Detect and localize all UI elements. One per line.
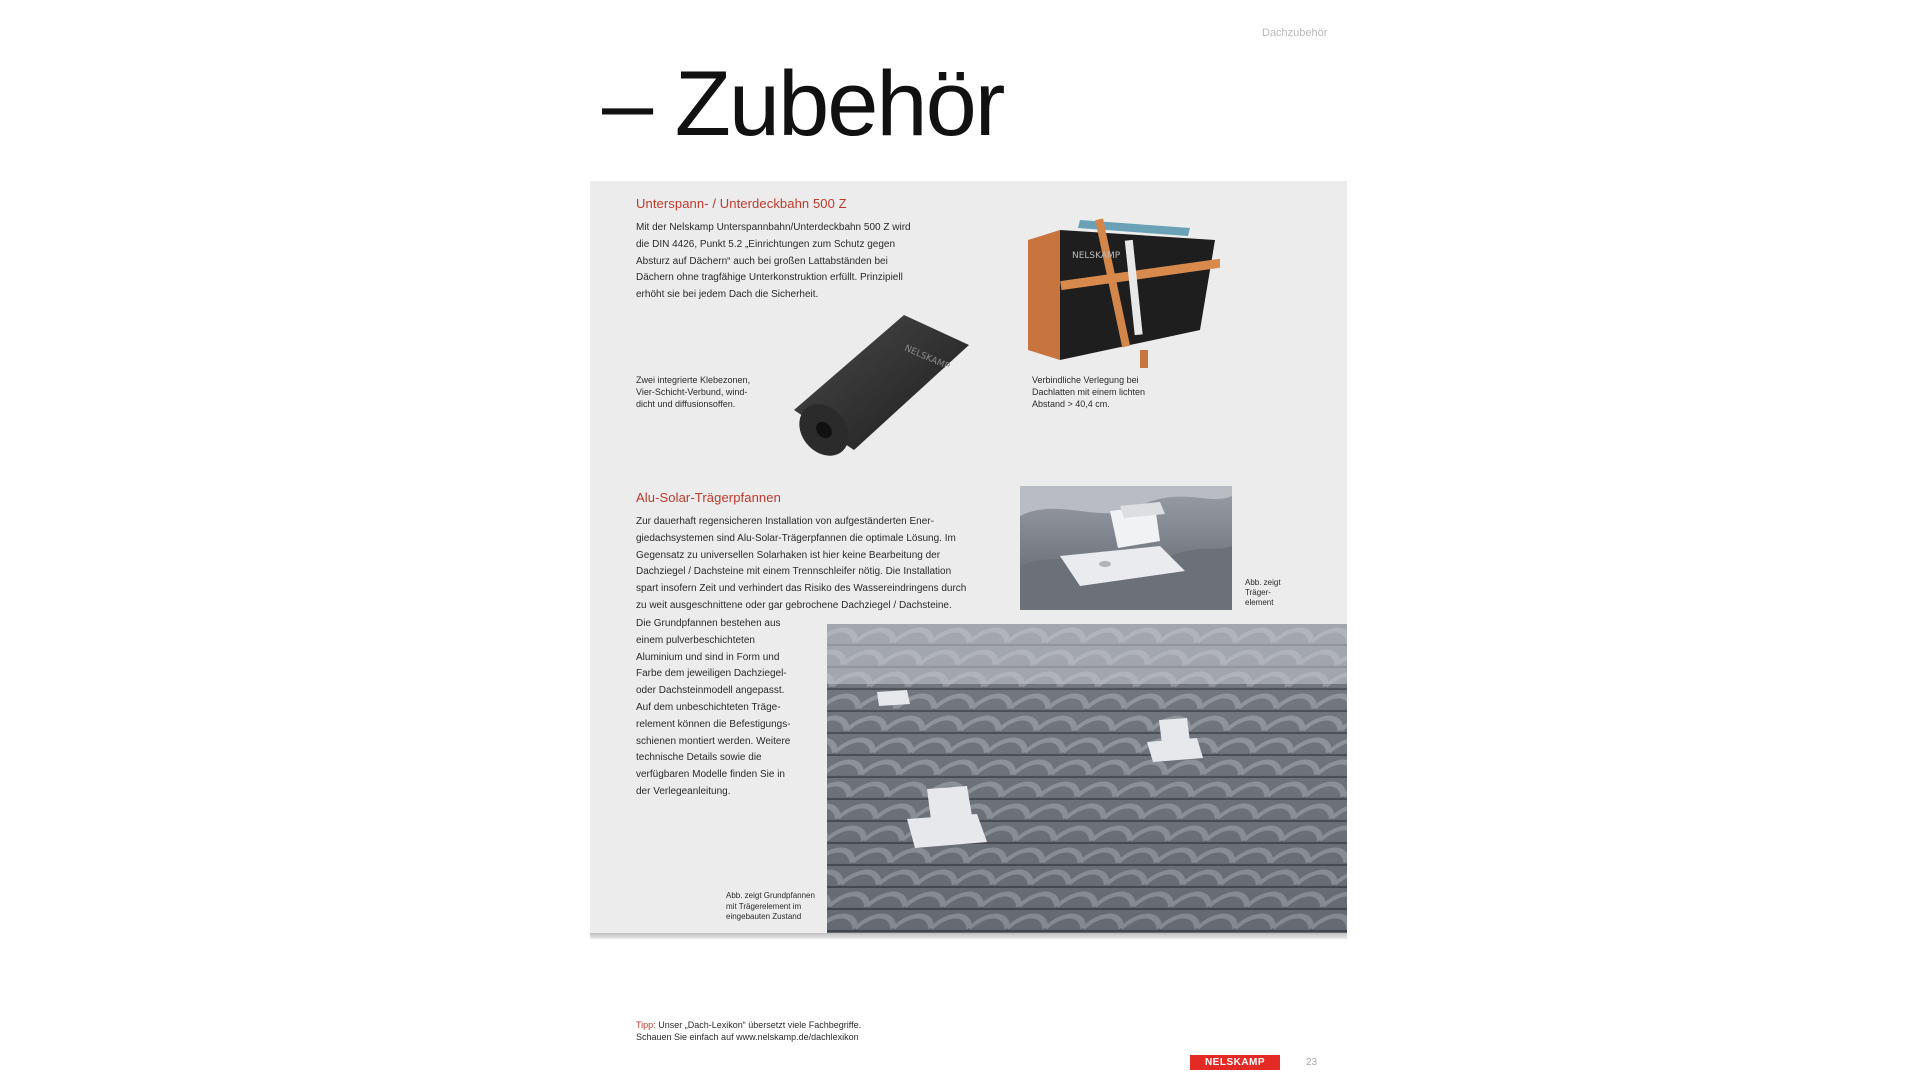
caption-line: Träger- [1245, 588, 1271, 597]
text-line: Mit der Nelskamp Unterspannbahn/Unterdeckbahn 500 Z wird [636, 222, 911, 233]
text-line: Die Grundpfannen bestehen aus [636, 618, 781, 629]
text-line: erhöht sie bei jedem Dach die Sicherheit. [636, 289, 819, 301]
text-line: Aluminium und sind in Form und [636, 651, 780, 663]
text-line: Dächern ohne tragfähige Unterkonstruktion erfüllt. Prinzipiell [636, 272, 903, 284]
text-line: einem pulverbeschichteten [636, 634, 755, 646]
text-line: Dachziegel / Dachsteine mit einem Trennschleifer nötig. Die Installation [636, 566, 952, 578]
section2-title: Alu-Solar-Trägerpfannen [636, 490, 781, 505]
bracket-caption [1245, 578, 1325, 608]
roof-tiles-image [827, 624, 1347, 933]
roll-caption [636, 374, 796, 410]
page-number: 23 [1306, 1057, 1318, 1068]
caption-line: element [1245, 598, 1274, 607]
batten-installation-image [1020, 210, 1220, 370]
text-line: Gegensatz zu universellen Solarhaken ist hier keine Bearbeitung der [636, 549, 941, 561]
text-line: Zur dauerhaft regensicheren Installation von aufgeständerten Ener- [636, 516, 934, 527]
tip-line [636, 1019, 861, 1031]
tip-label: Tipp: [636, 1020, 656, 1030]
roll-brand-label: NELSKAMP [902, 343, 951, 373]
section1-paragraph [636, 220, 976, 304]
caption-line: Abb. zeigt [1245, 578, 1281, 587]
header-section-label: Dachzubehör [1262, 27, 1328, 39]
caption-line: Abstand > 40,4 cm. [1032, 399, 1110, 409]
text-line: der Verlegeanleitung. [636, 785, 731, 797]
text-line: giedachsystemen sind Alu-Solar-Trägerpfannen die optimale Lösung. Im [636, 532, 956, 544]
text-line: die DIN 4426, Punkt 5.2 „Einrichtungen zum Schutz gegen [636, 238, 896, 250]
text-line: spart insofern Zeit und verhindert das Risiko des Wassereindringens durch [636, 583, 967, 595]
panel-shadow [590, 933, 1347, 939]
section1-title: Unterspann- / Unterdeckbahn 500 Z [636, 196, 847, 211]
caption-line: Abb. zeigt Grundpfannen [726, 891, 815, 900]
text-line: verfügbaren Modelle finden Sie in [636, 769, 785, 781]
tip-link-line[interactable]: Schauen Sie einfach auf www.nelskamp.de/dachlexikon [636, 1032, 859, 1042]
text-line: Farbe dem jeweiligen Dachziegel- [636, 668, 787, 680]
tip-text: Unser „Dach-Lexikon“ übersetzt viele Fachbegriffe. [655, 1020, 862, 1030]
membrane-roll-image [784, 300, 974, 460]
text-line: zu weit ausgeschnittene oder gar gebrochene Dachziegel / Dachsteine. [636, 599, 952, 611]
page-title: – Zubehör [602, 53, 1004, 155]
text-line: Auf dem unbeschichteten Träge- [636, 701, 781, 713]
caption-line: Dachlatten mit einem lichten [1032, 387, 1146, 397]
section2-paragraph-narrow [636, 616, 816, 801]
batten-brand-label: NELSKAMP [1072, 251, 1121, 261]
text-line: Absturz auf Dächern“ auch bei großen Lattabständen bei [636, 255, 888, 267]
text-line: relement können die Befestigungs- [636, 718, 791, 730]
caption-line: eingebauten Zustand [726, 912, 802, 921]
text-line: oder Dachsteinmodell angepasst. [636, 685, 785, 697]
nelskamp-logo: NELSKAMP [1190, 1055, 1280, 1070]
caption-line: dicht und diffusionsoffen. [636, 399, 736, 409]
solar-bracket-image [1020, 486, 1232, 610]
caption-line: Verbindliche Verlegung bei [1032, 375, 1139, 385]
batten-caption [1032, 374, 1212, 410]
text-line: schienen montiert werden. Weitere [636, 735, 791, 747]
caption-line: mit Trägerelement im [726, 901, 802, 911]
section2-paragraph-wide [636, 514, 1006, 615]
text-line: technische Details sowie die [636, 752, 762, 764]
roof-caption [726, 891, 836, 923]
caption-line: Zwei integrierte Klebezonen, [636, 375, 751, 385]
caption-line: Vier-Schicht-Verbund, wind- [636, 387, 748, 397]
tip-note [636, 1019, 861, 1043]
